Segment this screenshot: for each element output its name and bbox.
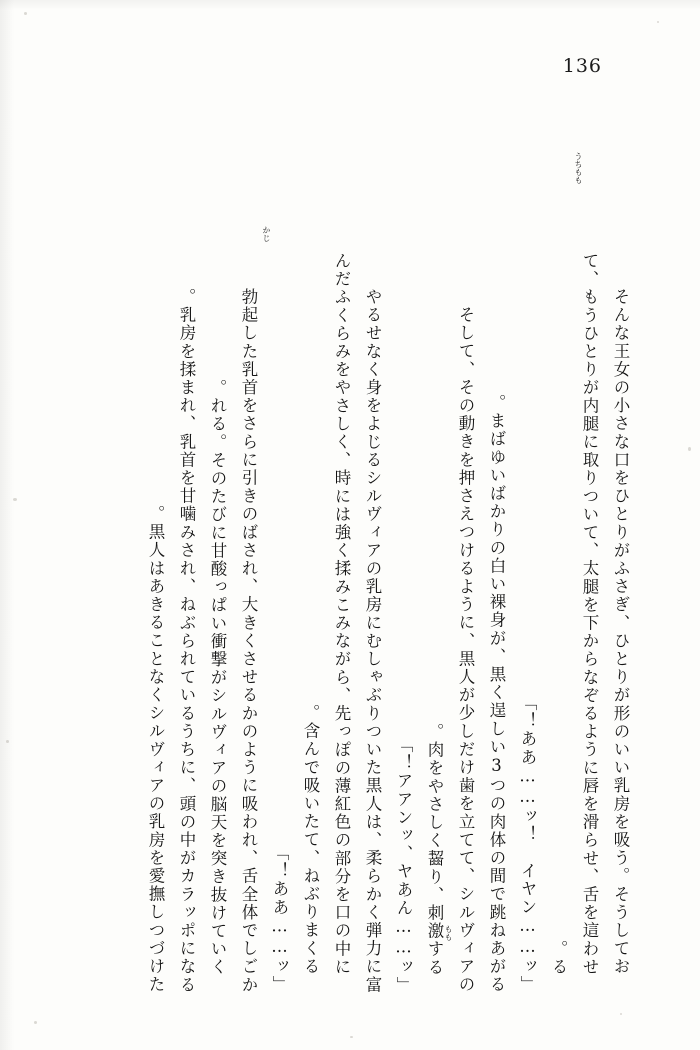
scan-speck [13, 498, 17, 501]
ruby-annotation: かじ [262, 226, 271, 242]
text-column: 肉をやさしく齧り、刺激する。 [425, 722, 444, 976]
text-column: て、もうひとりが内腿に取りついて、太腿を下からなぞるように唇を滑らせ、舌を這わせ [580, 252, 599, 976]
text-column: そんな王女の小さな口をひとりがふさぎ、ひとりが形のいい乳房を吸う。そうしてお [611, 288, 630, 976]
text-column: 黒人はあきることなくシルヴィアの乳房を愛撫しつづけた。 [146, 505, 165, 994]
text-column: やるせなく身をよじるシルヴィアの乳房にむしゃぶりついた黒人は、柔らかく弾力に富 [363, 288, 382, 994]
scan-speck [657, 21, 659, 23]
text-column: 「ああ……ッ！ イヤン……ッ！」 [518, 694, 537, 994]
ruby-annotation: もも [444, 925, 453, 941]
vertical-text-block [62, 96, 630, 994]
text-column: 勃起した乳首をさらに引きのばされ、大きくさせるかのように吸われ、舌全体でしごか [239, 288, 258, 994]
scan-edge-shadow-left [0, 0, 14, 1050]
text-column: る。 [549, 939, 568, 976]
text-column: そして、その動きを押さえつけるように、黒人が少しだけ歯を立てて、シルヴィアの [456, 306, 475, 994]
text-column: 「ああ……ッ！」 [270, 844, 289, 994]
text-column: れる。そのたびに甘酸っぱい衝撃がシルヴィアの脳天を突き抜けていく。 [208, 378, 227, 976]
text-column: 含んで吸いたて、ねぶりまくる。 [301, 704, 320, 976]
text-column: んだふくらみをやさしく、時には強く揉みこみながら、先っぽの薄紅色の部分を口の中に [332, 252, 351, 976]
scan-speck [688, 447, 691, 451]
ruby-annotation: うちもも [574, 152, 583, 184]
scan-speck [620, 1013, 622, 1015]
scan-speck [34, 1021, 37, 1024]
text-column: まばゆいばかりの白い裸身が、黒く逞しい3つの肉体の間で跳ねあがる。 [487, 394, 506, 994]
text-column: 「アアンッ、ヤあん……ッ！」 [394, 735, 413, 994]
scan-edge-shadow-top [0, 0, 700, 10]
scan-speck [350, 1036, 353, 1038]
page-number: 136 [562, 55, 602, 77]
scan-speck [24, 12, 27, 15]
scan-speck [6, 740, 9, 743]
text-column: 乳房を揉まれ、乳首を甘噛みされ、ねぶられているうちに、頭の中がカラッポになる。 [177, 288, 196, 994]
